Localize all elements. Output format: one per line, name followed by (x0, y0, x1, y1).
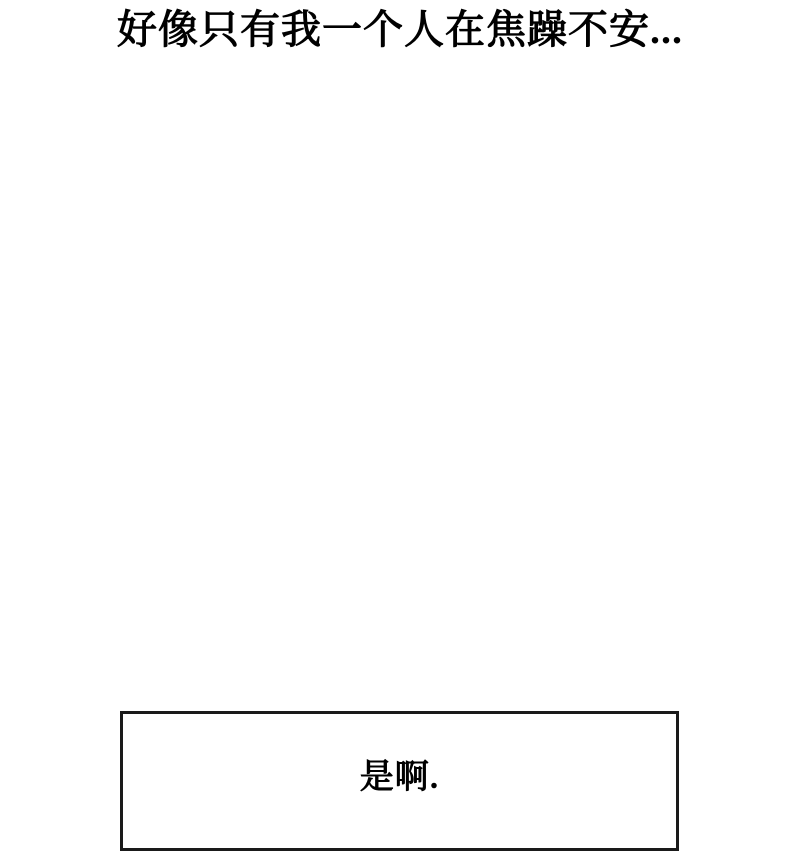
dialog-box (120, 711, 679, 851)
dialog-text: 是啊. (359, 759, 440, 796)
narration-text: 好像只有我一个人在焦躁不安... (117, 7, 683, 52)
